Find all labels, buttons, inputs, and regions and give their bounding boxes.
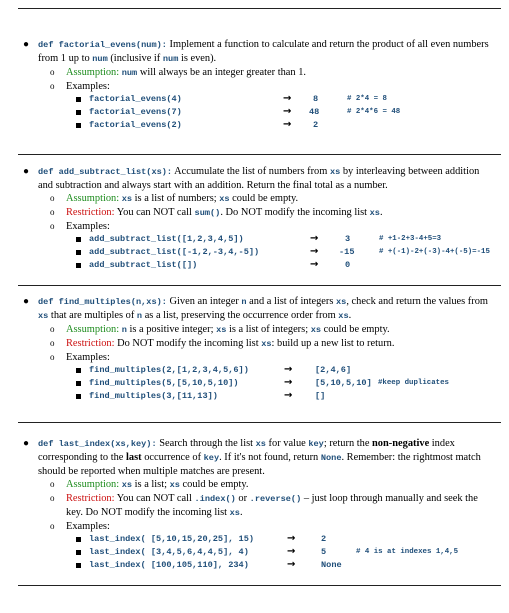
bullet <box>76 537 81 542</box>
code: xs <box>229 508 240 518</box>
example-call: last_index( [100,105,110], 234) <box>89 560 249 570</box>
example-call: factorial_evens(4) <box>89 94 182 104</box>
description: (inclusive if <box>107 53 163 64</box>
assumption <box>50 192 496 206</box>
description: by interleaving between addition and subtraction and always start with an addition. Return the final total as a number. <box>38 166 480 191</box>
code: key <box>203 453 220 463</box>
code: xs <box>338 311 349 321</box>
code: .reverse() <box>249 494 302 504</box>
example-result: 0 <box>345 260 351 270</box>
code: None <box>320 453 342 463</box>
restriction <box>50 337 496 351</box>
example-call: factorial_evens(7) <box>89 107 182 117</box>
example-result: None <box>321 560 342 570</box>
restriction-text: Do NOT modify the incoming list <box>114 338 262 349</box>
description: Given an integer <box>166 296 242 307</box>
arrow-icon: → <box>310 233 319 244</box>
description: ; return the <box>323 438 373 449</box>
example-row <box>89 377 496 390</box>
bullet <box>76 263 81 268</box>
code: n <box>241 297 247 307</box>
code: num <box>121 68 138 78</box>
code: num <box>162 54 179 64</box>
bullet <box>76 250 81 255</box>
example-row <box>89 559 496 572</box>
assumption-text: is a list of integers; <box>226 324 311 335</box>
example-result: -15 <box>339 247 355 257</box>
arrow-icon: → <box>284 390 293 401</box>
example-call: last_index( [3,4,5,6,4,4,5], 4) <box>89 547 249 557</box>
function-signature: def last_index(xs,key): <box>38 439 157 449</box>
divider <box>18 8 501 9</box>
description: . If it's not found, return <box>219 452 321 463</box>
divider <box>18 285 501 286</box>
description: occurrence of <box>141 452 204 463</box>
description: as a list, preserving the occurrence order from <box>142 310 339 321</box>
bullet <box>76 97 81 102</box>
bullet: o <box>50 324 55 334</box>
assumption-text: could be empty. <box>229 193 299 204</box>
assumption-text: could be empty. <box>179 479 249 490</box>
examples <box>50 80 496 93</box>
restriction-text: You can NOT call <box>114 493 195 504</box>
example-row <box>89 390 496 403</box>
example-call: add_subtract_list([-1,2,-3,4,-5]) <box>89 247 260 257</box>
examples-label: Examples: <box>66 81 110 92</box>
function-signature: def factorial_evens(num): <box>38 40 167 50</box>
example-result: 3 <box>345 234 351 244</box>
example-result: [5,10,5,10] <box>315 378 372 388</box>
description: . <box>348 310 352 321</box>
assumption-label: Assumption: <box>66 67 120 78</box>
restriction-text: : build up a new list to return. <box>271 338 395 349</box>
example-call: last_index( [5,10,15,20,25], 15) <box>89 534 255 544</box>
examples <box>50 520 496 533</box>
description: is even). <box>178 53 217 64</box>
code: xs <box>329 167 341 177</box>
bullet <box>76 368 81 373</box>
description: . Remember: the rightmost match should be reported when multiple matches are present. <box>38 452 481 477</box>
divider <box>18 422 501 423</box>
code: xs <box>369 208 380 218</box>
description: Accumulate the list of numbers from <box>172 166 330 177</box>
example-comment: # 2*4*6 = 48 <box>347 108 401 116</box>
bullet <box>76 563 81 568</box>
code: sum() <box>194 208 221 218</box>
bullet: ● <box>23 296 30 307</box>
assumption <box>50 478 496 492</box>
bullet: o <box>50 221 55 231</box>
description: and a list of integers <box>246 296 337 307</box>
function-signature: def add_subtract_list(xs): <box>38 167 173 177</box>
example-call: find_multiples(5,[5,10,5,10]) <box>89 378 239 388</box>
restriction <box>50 492 496 520</box>
code: num <box>92 54 108 64</box>
bullet: o <box>50 352 55 362</box>
bullet <box>76 237 81 242</box>
restriction-text: . <box>379 207 383 218</box>
description: , check and return the values from <box>346 296 489 307</box>
bullet: o <box>50 521 55 531</box>
example-result: [2,4,6] <box>315 365 352 375</box>
example-result: [] <box>315 391 326 401</box>
arrow-icon: → <box>284 377 293 388</box>
restriction-text: You can NOT call <box>114 207 195 218</box>
assumption-label: Assumption: <box>66 479 120 490</box>
bullet: o <box>50 193 55 203</box>
code: xs <box>261 339 272 349</box>
function-signature: def find_multiples(n,xs): <box>38 297 167 307</box>
emphasis: last <box>126 452 142 463</box>
bullet: o <box>50 207 55 217</box>
assumption-label: Assumption: <box>66 193 120 204</box>
restriction-text: – just loop through manually and seek the key. Do NOT modify the incoming list <box>66 493 478 518</box>
example-result: 8 <box>313 94 319 104</box>
restriction-label: Restriction: <box>66 207 115 218</box>
restriction-text: . Do NOT modify the incoming list <box>220 207 370 218</box>
bullet: o <box>50 479 55 489</box>
code: xs <box>169 480 180 490</box>
bullet: o <box>50 81 55 91</box>
example-call: find_multiples(3,[11,13]) <box>89 391 218 401</box>
restriction-label: Restriction: <box>66 493 115 504</box>
arrow-icon: → <box>287 546 296 557</box>
arrow-icon: → <box>283 106 292 117</box>
example-call: add_subtract_list([]) <box>89 260 198 270</box>
example-result: 48 <box>309 107 320 117</box>
examples-label: Examples: <box>66 352 110 363</box>
example-call: add_subtract_list([1,2,3,4,5]) <box>89 234 244 244</box>
example-result: 2 <box>313 120 319 130</box>
bullet: o <box>50 493 55 503</box>
divider <box>18 585 501 586</box>
example-row <box>89 93 496 106</box>
example-comment: # 4 is at indexes 1,4,5 <box>356 548 459 556</box>
code: xs <box>219 194 230 204</box>
arrow-icon: → <box>283 119 292 130</box>
example-row <box>89 246 496 259</box>
arrow-icon: → <box>310 259 319 270</box>
code: xs <box>336 297 347 307</box>
example-comment: # +1-2+3-4+5=3 <box>379 235 442 243</box>
assumption-text: could be empty. <box>321 324 390 335</box>
example-row <box>89 259 496 272</box>
restriction-text: or <box>235 493 250 504</box>
code: xs <box>255 439 266 449</box>
assumption-text: is a positive integer; <box>126 324 217 335</box>
example-call: find_multiples(2,[1,2,3,4,5,6]) <box>89 365 249 375</box>
bullet: ● <box>23 166 30 177</box>
examples-label: Examples: <box>66 221 110 232</box>
example-comment: #keep duplicates <box>378 379 449 387</box>
bullet <box>76 123 81 128</box>
bullet <box>76 394 81 399</box>
examples <box>50 220 496 233</box>
restriction-label: Restriction: <box>66 338 115 349</box>
arrow-icon: → <box>310 246 319 257</box>
arrow-icon: → <box>284 364 293 375</box>
code: xs <box>216 325 227 335</box>
code: .index() <box>194 494 236 504</box>
code: xs <box>121 480 133 490</box>
restriction-text: . <box>239 507 243 518</box>
description: index corresponding to the <box>38 438 455 463</box>
description: for value <box>265 438 309 449</box>
bullet <box>76 550 81 555</box>
code: xs <box>121 194 133 204</box>
assumption-text: is a list of numbers; <box>132 193 220 204</box>
examples <box>50 351 496 364</box>
assumption-text: is a list; <box>132 479 170 490</box>
example-result: 2 <box>321 534 327 544</box>
example-row <box>89 106 496 119</box>
assumption <box>50 66 496 80</box>
code: n <box>136 311 143 321</box>
example-row <box>89 364 496 377</box>
example-comment: # 2*4 = 8 <box>347 95 387 103</box>
description: Implement a function to calculate and return the product of all even numbers from 1 up to <box>38 39 489 64</box>
description: that are multiples of <box>48 310 137 321</box>
bullet: ● <box>23 39 30 50</box>
bullet: ● <box>23 438 30 449</box>
assumption-label: Assumption: <box>66 324 120 335</box>
examples-label: Examples: <box>66 521 110 532</box>
arrow-icon: → <box>287 533 296 544</box>
assumption-text: will always be an integer greater than 1. <box>137 67 307 78</box>
assumption <box>50 323 496 337</box>
example-result: 5 <box>321 547 327 557</box>
bullet <box>76 381 81 386</box>
description: Search through the list <box>156 438 256 449</box>
emphasis: non-negative <box>372 438 430 449</box>
code: n <box>121 325 127 335</box>
example-call: factorial_evens(2) <box>89 120 182 130</box>
example-row <box>89 233 496 246</box>
bullet <box>76 110 81 115</box>
example-row <box>89 119 496 132</box>
arrow-icon: → <box>283 93 292 104</box>
restriction <box>50 206 496 220</box>
code: xs <box>310 325 322 335</box>
code: key <box>308 439 324 449</box>
bullet: o <box>50 67 55 77</box>
code: xs <box>38 311 49 321</box>
bullet: o <box>50 338 55 348</box>
divider <box>18 154 501 155</box>
arrow-icon: → <box>287 559 296 570</box>
example-comment: # +(-1)-2+(-3)-4+(-5)=-15 <box>379 248 490 256</box>
